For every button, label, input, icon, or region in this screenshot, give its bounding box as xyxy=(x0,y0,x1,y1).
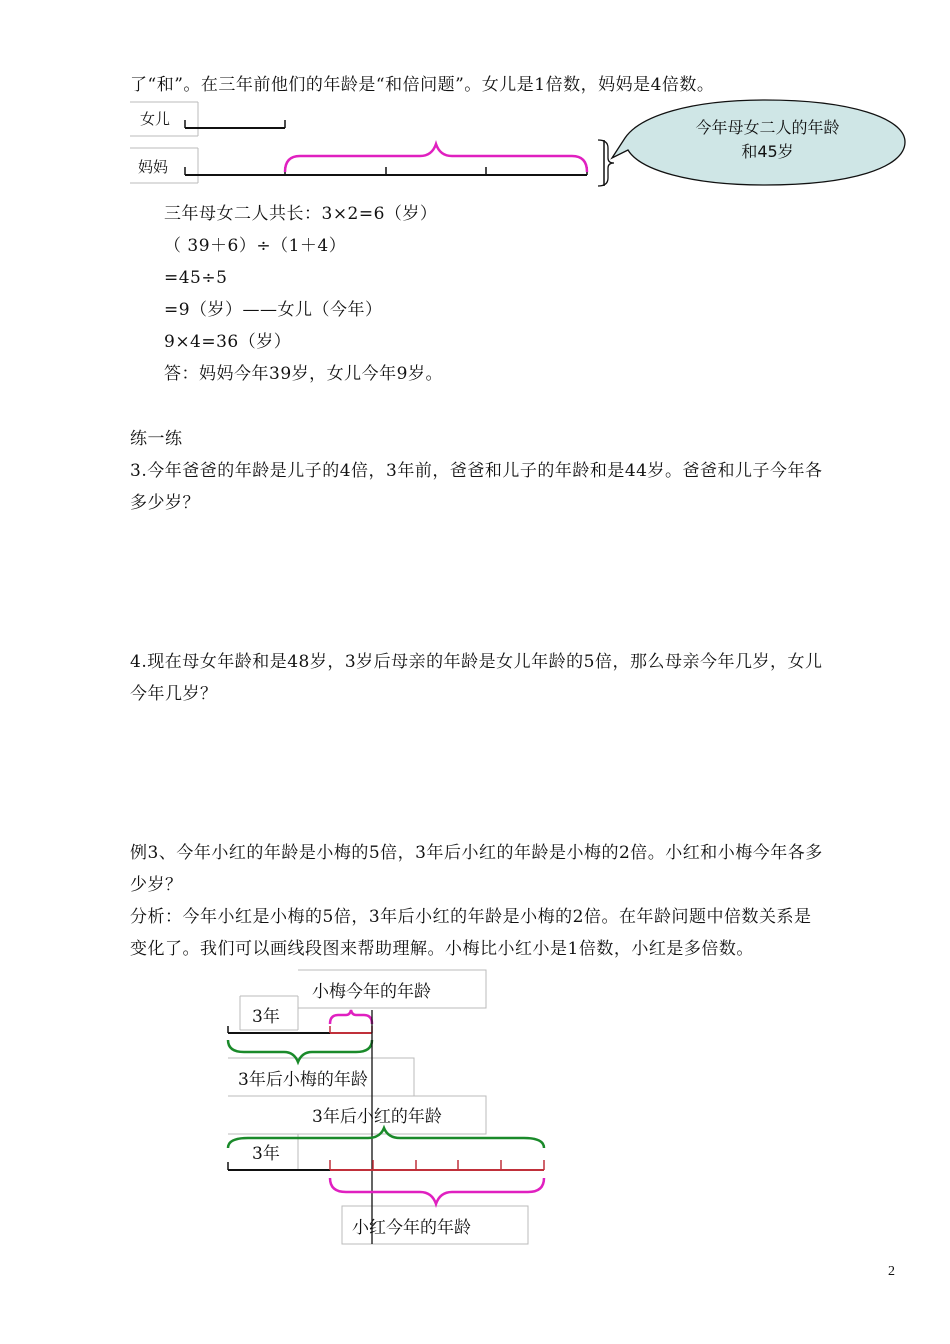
example-3-line2: 少岁？ xyxy=(130,875,183,895)
solution-line-3: =45÷5 xyxy=(164,268,228,288)
question-4-line1: 4.现在母女年龄和是48岁，3岁后母亲的年龄是女儿年龄的5倍，那么母亲今年几岁，女儿 xyxy=(130,652,823,672)
analysis-line1: 分析：今年小红是小梅的5倍，3年后小红的年龄是小梅的2倍。在年龄问题中倍数关系是 xyxy=(130,907,812,927)
brace-green-small xyxy=(228,1040,372,1062)
example-3-line1: 例3、今年小红的年龄是小梅的5倍，3年后小红的年龄是小梅的2倍。小红和小梅今年各多 xyxy=(130,843,823,863)
page-number: 2 xyxy=(888,1264,895,1279)
label-3-years-b: 3年 xyxy=(252,1144,280,1164)
bubble-line2: 和45岁 xyxy=(741,142,794,161)
solution-line-2: （ 39＋6）÷（1＋4） xyxy=(164,236,347,256)
answer-line: 答：妈妈今年39岁，女儿今年9岁。 xyxy=(164,364,443,384)
label-xiaohong-now: 小红今年的年龄 xyxy=(352,1218,471,1238)
analysis-line2: 变化了。我们可以画线段图来帮助理解。小梅比小红小是1倍数，小红是多倍数。 xyxy=(130,939,754,959)
bubble-line1: 今年母女二人的年龄 xyxy=(695,118,840,137)
label-xiaohong-3-years-later: 3年后小红的年龄 xyxy=(312,1107,442,1127)
solution-line-5: 9×4=36（岁） xyxy=(164,332,292,352)
text-line: 了“和”。在三年前他们的年龄是“和倍问题”。女儿是1倍数，妈妈是4倍数。 xyxy=(130,75,715,95)
brace-pink-small xyxy=(330,1010,372,1024)
label-mother: 妈妈 xyxy=(138,158,169,176)
solution-line-4: =9（岁）——女儿（今年） xyxy=(164,300,383,320)
question-4-line2: 今年几岁？ xyxy=(130,684,218,704)
practice-title: 练一练 xyxy=(130,429,183,449)
label-xiaomei-now: 小梅今年的年龄 xyxy=(312,982,431,1002)
label-daughter: 女儿 xyxy=(140,110,171,128)
question-3-line1: 3.今年爸爸的年龄是儿子的4倍，3年前，爸爸和儿子的年龄和是44岁。爸爸和儿子今年各 xyxy=(130,461,823,481)
label-3-years-a: 3年 xyxy=(252,1007,280,1027)
solution-line-1: 三年母女二人共长：3×2=6（岁） xyxy=(164,204,438,224)
brace-pink-large xyxy=(330,1178,544,1204)
label-xiaomei-3-years-later: 3年后小梅的年龄 xyxy=(238,1070,368,1090)
question-3-line2: 多少岁？ xyxy=(130,493,200,513)
